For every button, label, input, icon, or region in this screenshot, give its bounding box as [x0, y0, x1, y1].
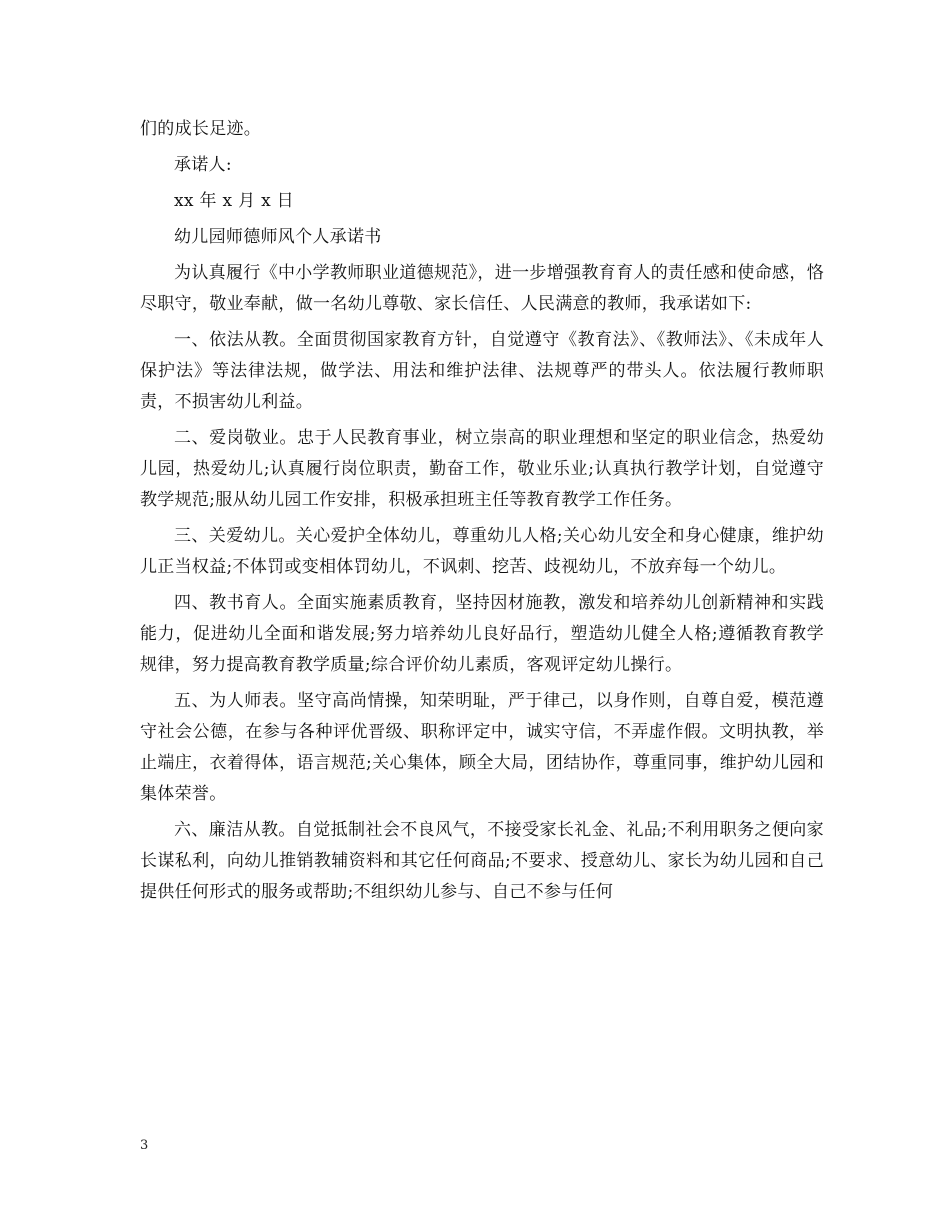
- document-body: [140, 114, 824, 908]
- page-number: 3: [140, 1138, 149, 1153]
- continuation-line: 们的成长足迹。: [140, 119, 262, 139]
- document-title: 幼儿园师德师风个人承诺书: [174, 227, 382, 247]
- signer-label: 承诺人:: [174, 155, 232, 175]
- pledge-item-3: 三、关爱幼儿。关心爱护全体幼儿，尊重幼儿人格;关心幼儿安全和身心健康，维护幼儿正当权益;不体罚或变相体罚幼儿，不讽刺、挖苦、歧视幼儿，不放弃每一个幼儿。: [140, 526, 824, 577]
- date-line: xx 年 x 月 x 日: [174, 191, 294, 211]
- pledge-item-5: 五、为人师表。坚守高尚情操，知荣明耻，严于律己，以身作则，自尊自爱，模范遵守社会公德，在参与各种评优晋级、职称评定中，诚实守信，不弄虚作假。文明执教，举止端庄，衣着得体，语言规范;关心集体，顾全大局，团结协作，尊重同事，维护幼儿园和集体荣誉。: [140, 691, 824, 804]
- pledge-item-6: 六、廉洁从教。自觉抵制社会不良风气，不接受家长礼金、礼品;不利用职务之便向家长谋私利，向幼儿推销教辅资料和其它任何商品;不要求、授意幼儿、家长为幼儿园和自己提供任何形式的服务或帮助;不组织幼儿参与、自己不参与任何: [140, 820, 824, 902]
- pledge-item-2: 二、爱岗敬业。忠于人民教育事业，树立崇高的职业理想和坚定的职业信念，热爱幼儿园，热爱幼儿;认真履行岗位职责，勤奋工作，敬业乐业;认真执行教学计划，自觉遵守教学规范;服从幼儿园工作安排，积极承担班主任等教育教学工作任务。: [140, 428, 824, 510]
- pledge-item-1: 一、依法从教。全面贯彻国家教育方针，自觉遵守《教育法》、《教师法》、《未成年人保护法》等法律法规，做学法、用法和维护法律、法规尊严的带头人。依法履行教师职责，不损害幼儿利益。: [140, 330, 824, 412]
- intro-paragraph: 为认真履行《中小学教师职业道德规范》，进一步增强教育育人的责任感和使命感，恪尽职守，敬业奉献，做一名幼儿尊敬、家长信任、人民满意的教师，我承诺如下:: [140, 263, 824, 314]
- pledge-item-4: 四、教书育人。全面实施素质教育，坚持因材施教，激发和培养幼儿创新精神和实践能力，促进幼儿全面和谐发展;努力培养幼儿良好品行，塑造幼儿健全人格;遵循教育教学规律，努力提高教育教学质量;综合评价幼儿素质，客观评定幼儿操行。: [140, 593, 824, 675]
